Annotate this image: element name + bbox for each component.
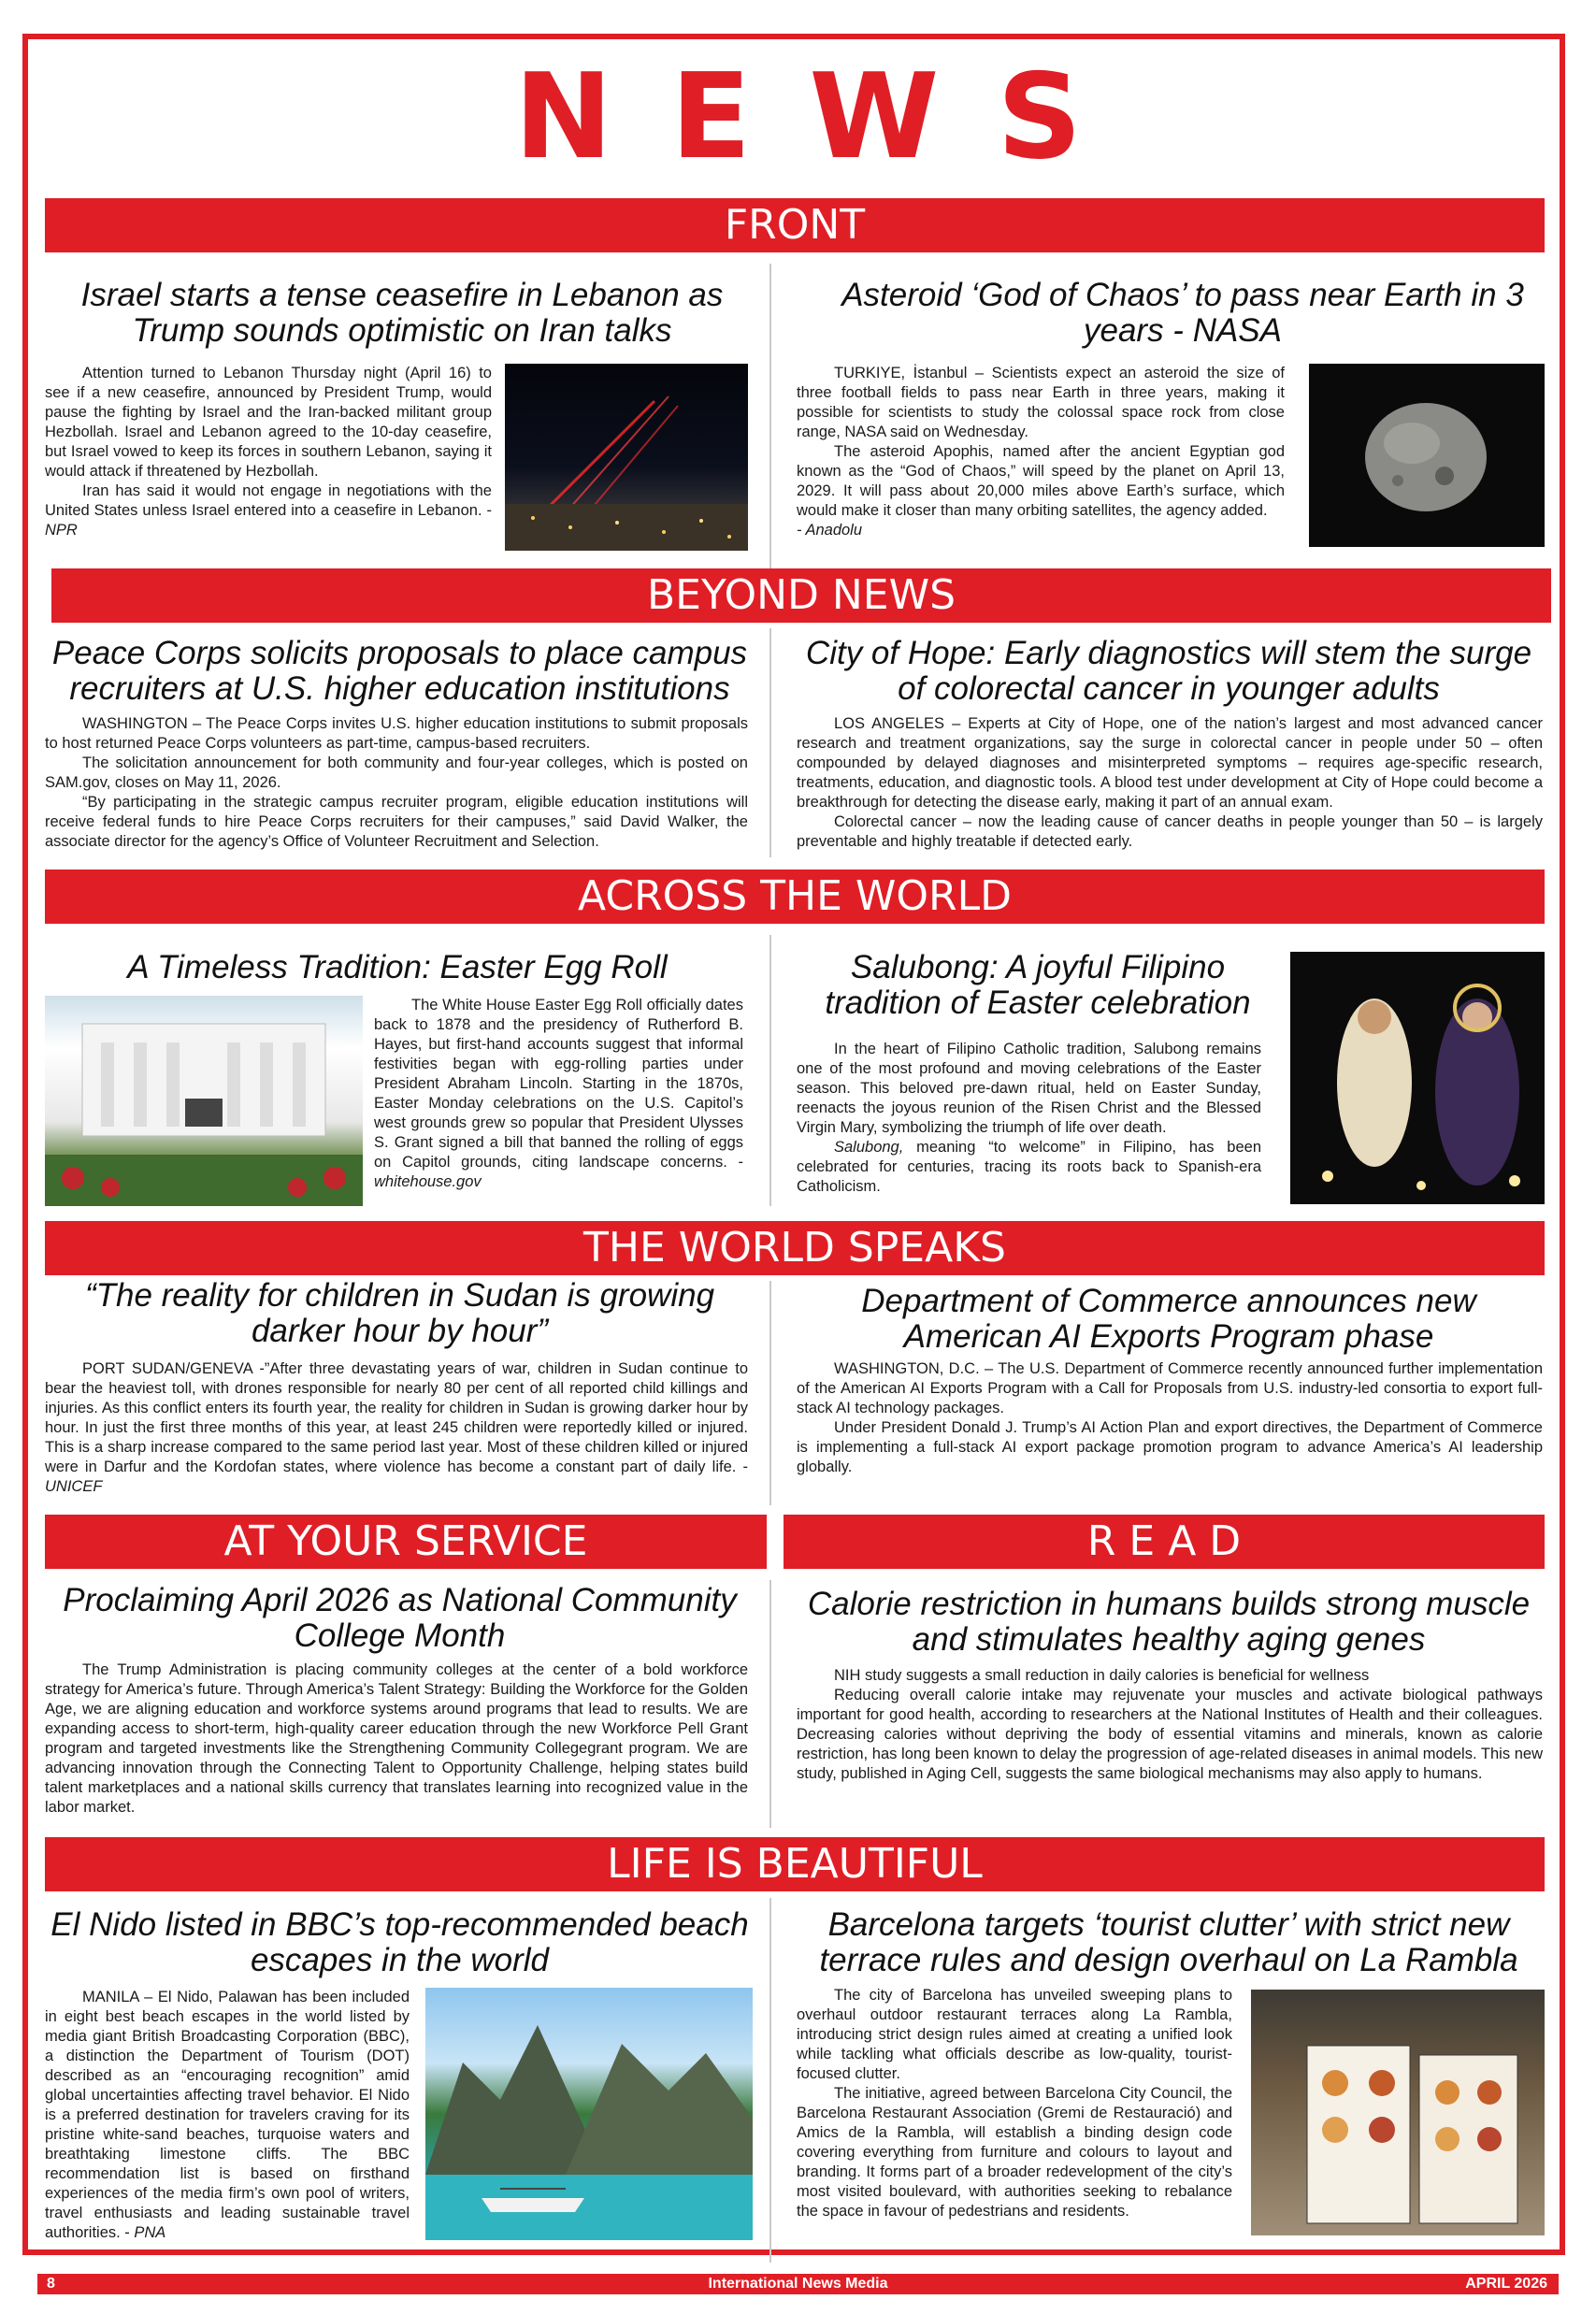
article-asteroid-body bbox=[797, 364, 1285, 540]
headline-salubong[interactable]: Salubong: A joyful Filipino tradition of Easter celebration bbox=[825, 949, 1251, 1021]
article-barcelona-body bbox=[797, 1986, 1232, 2221]
headline-easter-egg-roll[interactable]: A Timeless Tradition: Easter Egg Roll bbox=[127, 949, 668, 985]
article-lebanon-body bbox=[45, 364, 492, 540]
article-easter-body bbox=[374, 996, 743, 1192]
article-calorie-body bbox=[797, 1666, 1543, 1784]
column-divider bbox=[769, 1281, 771, 1505]
headline-calorie-restriction[interactable]: Calorie restriction in humans builds strong muscle and stimulates healthy aging genes bbox=[807, 1586, 1531, 1658]
column-divider bbox=[769, 628, 771, 857]
article-source: PNA bbox=[134, 2224, 166, 2241]
column-divider bbox=[769, 935, 771, 1206]
article-commerce-body bbox=[797, 1359, 1543, 1477]
article-source: NPR bbox=[45, 522, 78, 539]
headline-barcelona[interactable]: Barcelona targets ‘tourist clutter’ with strict new terrace rules and design overhaul on La Rambla bbox=[819, 1906, 1518, 1978]
article-paragraph: Iran has said it would not engage in negotiations with the United States unless Israel entered into a ceasefire in Lebanon. - NPR bbox=[45, 482, 492, 539]
section-the-world-speaks: THE WORLD SPEAKS bbox=[45, 1221, 1545, 1275]
column-divider bbox=[769, 264, 771, 572]
footer-bar bbox=[37, 2274, 1559, 2294]
article-paragraph: Reducing overall calorie intake may rejuvenate your muscles and activate biological pathways important for good health, according to researchers at the National Institutes of Health and their colleagues. Decreasing calories without depriving the body of essential vitamins and minerals, known as calorie restriction, has long been known to delay the progression of age-related diseases in animal models. This new study, published in Aging Cell, suggests the same biological mechanisms may also apply to humans. bbox=[797, 1687, 1543, 1782]
headline-el-nido[interactable]: El Nido listed in BBC’s top-recommended beach escapes in the world bbox=[50, 1906, 749, 1978]
article-paragraph: NIH study suggests a small reduction in daily calories is beneficial for wellness bbox=[834, 1667, 1370, 1684]
photo-barcelona-terrace bbox=[1251, 1990, 1545, 2235]
headline-peace-corps[interactable]: Peace Corps solicits proposals to place campus recruiters at U.S. higher education institutions bbox=[51, 635, 748, 707]
article-source: - Anadolu bbox=[797, 522, 863, 539]
article-paragraph: The city of Barcelona has unveiled sweeping plans to overhaul outdoor restaurant terraces along La Rambla, introducing strict design rules aimed at creating a unified look while tackling what officials describe as low-quality, tourist-focused clutter. bbox=[797, 1987, 1232, 2082]
photo-el-nido bbox=[425, 1988, 753, 2240]
article-paragraph: The solicitation announcement for both community and four-year colleges, which is posted on SAM.gov, closes on May 11, 2026. bbox=[45, 755, 748, 791]
publisher-name: International News Media bbox=[708, 2276, 888, 2292]
article-paragraph: “By participating in the strategic campus recruiter program, eligible education institutions will receive federal funds to hire Peace Corps recruiters for their campuses,” said David Walker, the associate director for the agency’s Office of Volunteer Recruitment and Selection. bbox=[45, 794, 748, 850]
photo-white-house bbox=[45, 996, 363, 1206]
article-paragraph: In the heart of Filipino Catholic tradition, Salubong remains one of the most profound and moving celebrations of the Easter season. This beloved pre-dawn ritual, held on Easter Sunday, reenacts the joyous reunion of the Risen Christ and the Blessed Virgin Mary, symbolizing the triumph of life over death. bbox=[797, 1041, 1261, 1136]
article-salubong-body bbox=[797, 1040, 1261, 1197]
section-beyond-news: BEYOND NEWS bbox=[51, 568, 1551, 623]
column-divider bbox=[769, 1580, 771, 1828]
article-paragraph: PORT SUDAN/GENEVA -”After three devastating years of war, children in Sudan continue to bear the heaviest toll, with drones responsible for nearly 80 per cent of all reported child killings and injuries. As this conflict enters its fourth year, the reality for children in Sudan is growing darker hour by hour. In just the first three months of this year, at least 245 children were reportedly killed or injured. This is a sharp increase compared to the same period last year. Most of these children killed or injured were in Darfur and the Kordofan states, where violence has become a constant part of daily life. - UNICEF bbox=[45, 1360, 748, 1495]
headline-commerce[interactable]: Department of Commerce announces new American AI Exports Program phase bbox=[861, 1283, 1476, 1355]
article-paragraph: The White House Easter Egg Roll officially dates back to 1878 and the presidency of Rutherford B. Hayes, but first-hand accounts suggest that informal festivities began with egg-rolling parties under President Abraham Lincoln. Starting in the 1870s, Easter Monday celebrations on the U.S. Capitol’s west grounds grew so popular that President Ulysses S. Grant signed a bill that banned the rolling of eggs on Capitol grounds, citing landscape concerns. -whitehouse.gov bbox=[374, 997, 743, 1190]
column-divider bbox=[769, 1898, 771, 2263]
headline-community-college[interactable]: Proclaiming April 2026 as National Community College Month bbox=[63, 1582, 737, 1654]
section-read: R E A D bbox=[784, 1515, 1545, 1569]
headline-asteroid[interactable]: Asteroid ‘God of Chaos’ to pass near Earth in 3 years - NASA bbox=[841, 277, 1524, 349]
photo-salubong bbox=[1290, 952, 1545, 1204]
section-life-is-beautiful: LIFE IS BEAUTIFUL bbox=[45, 1837, 1545, 1891]
article-paragraph: Colorectal cancer – now the leading cause of cancer deaths in people younger than 50 – is largely preventable and highly treatable if detected early. bbox=[797, 813, 1543, 850]
article-paragraph: MANILA – El Nido, Palawan has been included in eight best beach escapes in the world listed by media giant British Broadcasting Corporation (BBC), a distinction the Department of Tourism (DOT) described as an “encouraging recognition” amid global uncertainties affecting travel behavior. El Nido is a preferred destination for travelers craving for its pristine white-sand beaches, turquoise waters and breathtaking limestone cliffs. The BBC recommendation list is based on firsthand experiences of the media firm’s own pool of writers, travel enthusiasts and leading sustainable travel authorities. - PNA bbox=[45, 1989, 410, 2241]
article-paragraph: LOS ANGELES – Experts at City of Hope, one of the nation’s largest and most advanced cancer research and treatment organizations, say the surge in colorectal cancer in people under 50 – often compounded by delayed diagnoses and misinterpreted symptoms – requires age-specific research, treatments, education, and diagnostic tools. A blood test under development at City of Hope could become a breakthrough for detecting the disease early, making it part of an annual exam. bbox=[797, 715, 1543, 811]
article-paragraph: TURKIYE, İstanbul – Scientists expect an asteroid the size of three football fields to pass near Earth in three years, making it possible for scientists to study the colossal space rock from close range, NASA said on Wednesday. bbox=[797, 365, 1285, 440]
article-paragraph: WASHINGTON, D.C. – The U.S. Department of Commerce recently announced further implementation of the American AI Exports Program with a Call for Proposals from U.S. industry-led consortia to export full-stack AI technology packages. bbox=[797, 1360, 1543, 1416]
article-paragraph: Under President Donald J. Trump’s AI Action Plan and export directives, the Department of Commerce is implementing a full-stack AI export package promotion program to advance America’s AI leadership globally. bbox=[797, 1419, 1543, 1475]
masthead: NEWS bbox=[513, 48, 1141, 185]
article-source: whitehouse.gov bbox=[374, 1173, 482, 1190]
page-number: 8 bbox=[47, 2276, 55, 2292]
issue-date: APRIL 2026 bbox=[1465, 2276, 1547, 2292]
article-paragraph: The Trump Administration is placing community colleges at the center of a bold workforce strategy for America’s future. Through America’s Talent Strategy: Building the Workforce for the Golden Age, we are aligning education and workforce systems around programs that lead to results. We are expanding access to short-term, high-quality career education through the new Workforce Pell Grant program and targeted investments like the Strengthening Community Collegegrant program. We are advancing innovation through the Connecting Talent to Opportunity Challenge, helping states build talent marketplaces and a national skills currency that translates learning into recognized value in the labor market. bbox=[45, 1661, 748, 1816]
section-front: FRONT bbox=[45, 198, 1545, 252]
article-sudan-body bbox=[45, 1359, 748, 1497]
article-paragraph: The asteroid Apophis, named after the ancient Egyptian god known as the “God of Chaos,” will speed by the planet on April 13, 2029. It will pass about 20,000 miles above Earth’s surface, which would make it closer than many orbiting satellites, the agency added. bbox=[797, 443, 1285, 519]
article-source: UNICEF bbox=[45, 1478, 103, 1495]
photo-lebanon-night-sky bbox=[505, 364, 748, 551]
headline-lebanon[interactable]: Israel starts a tense ceasefire in Lebanon as Trump sounds optimistic on Iran talks bbox=[80, 277, 724, 349]
article-college-body bbox=[45, 1660, 748, 1818]
article-peace-corps-body bbox=[45, 714, 748, 852]
article-paragraph: The initiative, agreed between Barcelona City Council, the Barcelona Restaurant Association (Gremi de Restauració) and Amics de la Rambla, will establish a binding design code covering everything from furniture and colours to layout and branding. It forms part of a broader redevelopment of the city’s most visited boulevard, with authorities seeking to rebalance the space in favour of pedestrians and residents. bbox=[797, 2085, 1232, 2220]
article-paragraph: Salubong, meaning “to welcome” in Filipino, has been celebrated for centuries, tracing its roots back to Spanish-era Catholicism. bbox=[797, 1139, 1261, 1195]
section-across-the-world: ACROSS THE WORLD bbox=[45, 870, 1545, 924]
section-at-your-service: AT YOUR SERVICE bbox=[45, 1515, 767, 1569]
headline-city-of-hope[interactable]: City of Hope: Early diagnostics will stem the surge of colorectal cancer in younger adults bbox=[805, 635, 1532, 707]
article-paragraph: Attention turned to Lebanon Thursday night (April 16) to see if a new ceasefire, announced by President Trump, would pause the fighting by Israel and the Iran-backed militant group Hezbollah. Israel and Lebanon agreed to the 10-day ceasefire, but Israel vowed to keep its forces in southern Lebanon, saying it would attack if threatened by Hezbollah. bbox=[45, 365, 492, 480]
article-city-of-hope-body bbox=[797, 714, 1543, 852]
article-el-nido-body bbox=[45, 1988, 410, 2243]
headline-sudan[interactable]: “The reality for children in Sudan is growing darker hour by hour” bbox=[84, 1277, 715, 1349]
article-paragraph: WASHINGTON – The Peace Corps invites U.S. higher education institutions to submit proposals to host returned Peace Corps volunteers as part-time, campus-based recruiters. bbox=[45, 715, 748, 752]
photo-asteroid bbox=[1309, 364, 1545, 547]
